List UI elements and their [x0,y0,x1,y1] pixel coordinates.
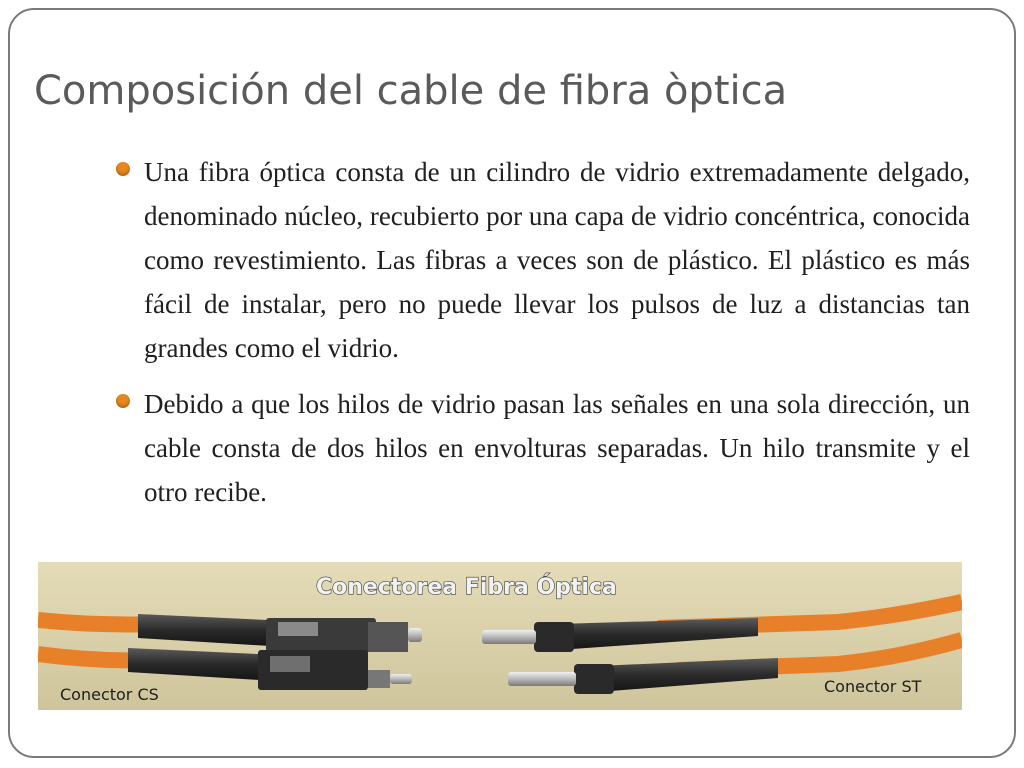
slide [8,8,1016,758]
bullet-dot-icon [116,394,130,408]
bullet-list [114,150,970,526]
bullet-item [114,150,970,370]
connectors-illustration [38,562,962,710]
bullet-item [114,382,970,514]
label-connector-cs: Conector CS [60,685,159,704]
slide-title: Composición del cable de fibra òptica [34,68,788,114]
ferrule-lower [508,672,576,686]
label-connector-st: Conector ST [824,677,922,696]
bullet-dot-icon [116,162,130,176]
photo-caption: Conectorea Fibra Óptica [316,575,617,600]
bullet-text: Una fibra óptica consta de un cilindro de vidrio extremadamente delgado, denominado núcleo, recubierto por una capa de vidrio concéntrica, conocida como revestimiento. Las fibras a veces son de plástico. El plástico es más fácil de instalar, pero no puede llevar los pulsos de luz a distancias tan grandes como el vidrio. [144,157,970,363]
fiber-connectors-photo [38,562,962,710]
ferrule-upper [482,630,536,644]
bullet-text: Debido a que los hilos de vidrio pasan las señales en una sola dirección, un cable consta de dos hilos en envolturas separadas. Un hilo transmite y el otro recibe. [144,389,970,507]
